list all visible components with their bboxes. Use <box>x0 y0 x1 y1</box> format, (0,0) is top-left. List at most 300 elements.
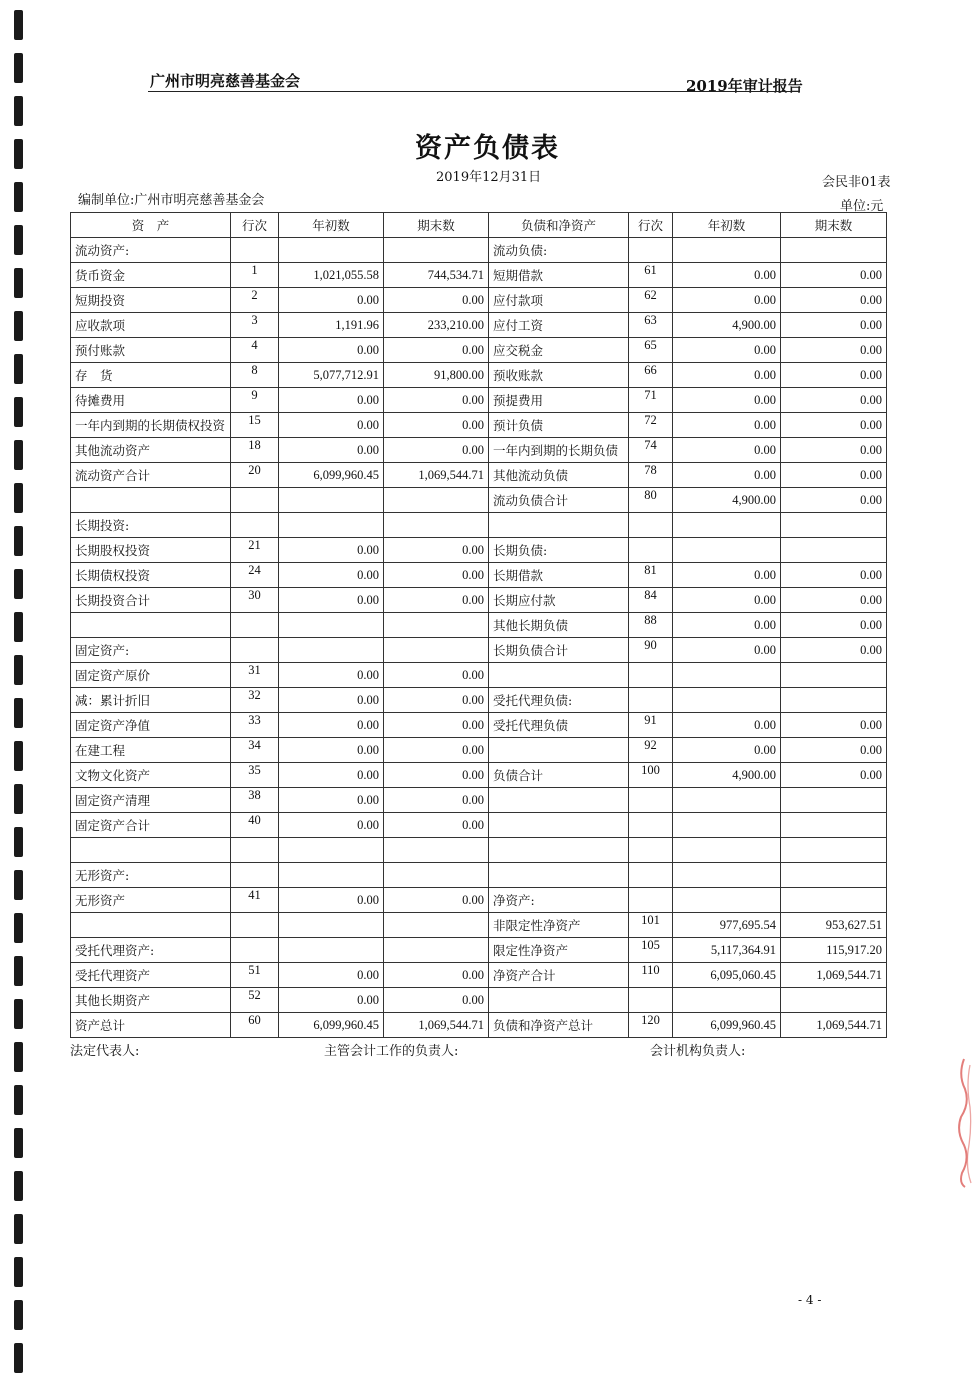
liability-begin-cell <box>673 663 781 688</box>
liability-label-cell: 长期负债: <box>489 538 629 563</box>
liability-line-cell: 100 <box>629 763 673 788</box>
asset-begin-cell: 0.00 <box>279 388 384 413</box>
asset-label-cell: 固定资产净值 <box>71 713 231 738</box>
liability-line-cell <box>629 663 673 688</box>
asset-line-cell: 32 <box>231 688 279 713</box>
asset-begin-cell: 0.00 <box>279 788 384 813</box>
asset-label-cell: 应收款项 <box>71 313 231 338</box>
asset-line-cell: 3 <box>231 313 279 338</box>
binding-hole <box>14 1343 23 1373</box>
asset-line-cell <box>231 913 279 938</box>
liability-begin-cell: 4,900.00 <box>673 313 781 338</box>
binding-hole <box>14 1085 23 1115</box>
asset-label-cell: 文物文化资产 <box>71 763 231 788</box>
binding-hole <box>14 784 23 814</box>
binding-hole <box>14 741 23 771</box>
binding-hole <box>14 1042 23 1072</box>
liability-label-cell: 净资产合计 <box>489 963 629 988</box>
table-row <box>71 488 887 513</box>
binding-hole <box>14 354 23 384</box>
liability-end-cell: 953,627.51 <box>781 913 887 938</box>
binding-hole <box>14 1257 23 1287</box>
col-end-2: 期末数 <box>781 213 887 238</box>
liability-label-cell: 长期借款 <box>489 563 629 588</box>
asset-line-cell: 24 <box>231 563 279 588</box>
asset-begin-cell: 0.00 <box>279 763 384 788</box>
table-row <box>71 738 887 763</box>
asset-end-cell <box>384 513 489 538</box>
table-row <box>71 638 887 663</box>
table-row <box>71 663 887 688</box>
liability-label-cell: 净资产: <box>489 888 629 913</box>
liability-label-cell: 流动负债合计 <box>489 488 629 513</box>
table-header-row <box>71 213 887 238</box>
liability-end-cell: 0.00 <box>781 613 887 638</box>
liability-line-cell: 80 <box>629 488 673 513</box>
liability-line-cell: 63 <box>629 313 673 338</box>
asset-end-cell <box>384 913 489 938</box>
binding-hole <box>14 182 23 212</box>
liability-label-cell <box>489 813 629 838</box>
asset-end-cell <box>384 938 489 963</box>
asset-end-cell: 0.00 <box>384 763 489 788</box>
liability-label-cell: 受托代理负债: <box>489 688 629 713</box>
asset-begin-cell <box>279 638 384 663</box>
asset-label-cell: 其他长期资产 <box>71 988 231 1013</box>
liability-line-cell <box>629 688 673 713</box>
asset-end-cell: 0.00 <box>384 438 489 463</box>
liability-line-cell: 84 <box>629 588 673 613</box>
asset-label-cell: 其他流动资产 <box>71 438 231 463</box>
liability-end-cell: 0.00 <box>781 388 887 413</box>
asset-label-cell: 待摊费用 <box>71 388 231 413</box>
liability-label-cell: 预收账款 <box>489 363 629 388</box>
liability-label-cell: 预提费用 <box>489 388 629 413</box>
liability-begin-cell: 6,099,960.45 <box>673 1013 781 1038</box>
liability-line-cell: 88 <box>629 613 673 638</box>
asset-label-cell: 长期债权投资 <box>71 563 231 588</box>
liability-line-cell <box>629 538 673 563</box>
asset-begin-cell <box>279 488 384 513</box>
liability-begin-cell: 5,117,364.91 <box>673 938 781 963</box>
liability-line-cell: 92 <box>629 738 673 763</box>
col-begin: 年初数 <box>279 213 384 238</box>
liability-begin-cell <box>673 238 781 263</box>
asset-end-cell: 0.00 <box>384 588 489 613</box>
document-title: 资产负债表 <box>415 133 560 164</box>
asset-line-cell <box>231 838 279 863</box>
asset-end-cell <box>384 488 489 513</box>
asset-end-cell: 0.00 <box>384 563 489 588</box>
binding-hole <box>14 440 23 470</box>
binding-hole <box>14 569 23 599</box>
liability-end-cell <box>781 513 887 538</box>
table-row <box>71 963 887 988</box>
asset-label-cell: 资产总计 <box>71 1013 231 1038</box>
binding-hole <box>14 1171 23 1201</box>
liability-begin-cell: 0.00 <box>673 438 781 463</box>
asset-begin-cell <box>279 838 384 863</box>
asset-line-cell: 20 <box>231 463 279 488</box>
liability-end-cell: 0.00 <box>781 638 887 663</box>
asset-begin-cell: 0.00 <box>279 413 384 438</box>
asset-end-cell: 0.00 <box>384 388 489 413</box>
table-row <box>71 388 887 413</box>
liability-line-cell: 90 <box>629 638 673 663</box>
asset-line-cell: 8 <box>231 363 279 388</box>
liability-begin-cell: 0.00 <box>673 288 781 313</box>
asset-begin-cell <box>279 238 384 263</box>
asset-end-cell: 0.00 <box>384 663 489 688</box>
liability-label-cell: 负债和净资产总计 <box>489 1013 629 1038</box>
asset-line-cell <box>231 638 279 663</box>
table-row <box>71 763 887 788</box>
liability-line-cell: 71 <box>629 388 673 413</box>
asset-end-cell: 0.00 <box>384 538 489 563</box>
liability-end-cell <box>781 788 887 813</box>
asset-begin-cell: 0.00 <box>279 738 384 763</box>
accounting-head-label: 主管会计工作的负责人: <box>324 1044 459 1059</box>
asset-begin-cell <box>279 938 384 963</box>
liability-label-cell: 预计负债 <box>489 413 629 438</box>
asset-end-cell: 744,534.71 <box>384 263 489 288</box>
liability-line-cell <box>629 888 673 913</box>
balance-sheet-table <box>70 212 887 1038</box>
asset-label-cell: 无形资产 <box>71 888 231 913</box>
binding-hole <box>14 913 23 943</box>
asset-label-cell: 受托代理资产 <box>71 963 231 988</box>
binding-holes <box>0 0 40 1385</box>
asset-label-cell: 受托代理资产: <box>71 938 231 963</box>
liability-begin-cell <box>673 788 781 813</box>
liability-line-cell: 78 <box>629 463 673 488</box>
asset-label-cell: 长期投资: <box>71 513 231 538</box>
liability-begin-cell: 0.00 <box>673 563 781 588</box>
asset-begin-cell <box>279 863 384 888</box>
asset-begin-cell: 0.00 <box>279 663 384 688</box>
liability-end-cell: 0.00 <box>781 363 887 388</box>
liability-end-cell <box>781 238 887 263</box>
table-row <box>71 813 887 838</box>
asset-line-cell: 21 <box>231 538 279 563</box>
table-row <box>71 913 887 938</box>
asset-begin-cell: 0.00 <box>279 338 384 363</box>
asset-begin-cell: 5,077,712.91 <box>279 363 384 388</box>
asset-end-cell <box>384 638 489 663</box>
liability-begin-cell <box>673 513 781 538</box>
liability-label-cell: 其他流动负债 <box>489 463 629 488</box>
asset-begin-cell: 0.00 <box>279 588 384 613</box>
liability-end-cell: 0.00 <box>781 488 887 513</box>
liability-begin-cell: 0.00 <box>673 463 781 488</box>
asset-label-cell: 预付账款 <box>71 338 231 363</box>
liability-end-cell <box>781 688 887 713</box>
binding-hole <box>14 225 23 255</box>
table-row <box>71 788 887 813</box>
liability-begin-cell <box>673 838 781 863</box>
liability-end-cell <box>781 538 887 563</box>
asset-end-cell: 0.00 <box>384 738 489 763</box>
liability-label-cell: 非限定性净资产 <box>489 913 629 938</box>
liability-line-cell: 62 <box>629 288 673 313</box>
binding-hole <box>14 1300 23 1330</box>
liability-label-cell <box>489 838 629 863</box>
asset-line-cell: 18 <box>231 438 279 463</box>
table-row <box>71 988 887 1013</box>
liability-label-cell: 一年内到期的长期负债 <box>489 438 629 463</box>
liability-begin-cell: 0.00 <box>673 613 781 638</box>
asset-end-cell <box>384 863 489 888</box>
asset-begin-cell: 0.00 <box>279 288 384 313</box>
liability-line-cell: 81 <box>629 563 673 588</box>
binding-hole <box>14 268 23 298</box>
asset-line-cell <box>231 488 279 513</box>
asset-end-cell: 0.00 <box>384 413 489 438</box>
col-liabilities: 负债和净资产 <box>489 213 629 238</box>
asset-end-cell <box>384 613 489 638</box>
legal-representative-label: 法定代表人: <box>70 1044 140 1059</box>
col-begin-2: 年初数 <box>673 213 781 238</box>
asset-end-cell <box>384 838 489 863</box>
report-date: 2019年12月31日 <box>436 170 542 185</box>
liability-begin-cell: 4,900.00 <box>673 488 781 513</box>
binding-hole <box>14 483 23 513</box>
binding-hole <box>14 1128 23 1158</box>
binding-hole <box>14 1214 23 1244</box>
asset-line-cell: 2 <box>231 288 279 313</box>
table-row <box>71 613 887 638</box>
asset-line-cell: 30 <box>231 588 279 613</box>
asset-label-cell: 在建工程 <box>71 738 231 763</box>
asset-end-cell: 0.00 <box>384 888 489 913</box>
asset-line-cell <box>231 513 279 538</box>
asset-end-cell: 0.00 <box>384 963 489 988</box>
liability-line-cell: 72 <box>629 413 673 438</box>
accounting-dept-head-label: 会计机构负责人: <box>650 1044 746 1059</box>
asset-label-cell: 流动资产合计 <box>71 463 231 488</box>
liability-label-cell: 短期借款 <box>489 263 629 288</box>
asset-end-cell: 91,800.00 <box>384 363 489 388</box>
liability-label-cell <box>489 513 629 538</box>
table-row <box>71 1013 887 1038</box>
col-asset: 资 产 <box>71 213 231 238</box>
table-row <box>71 413 887 438</box>
asset-line-cell: 33 <box>231 713 279 738</box>
header-report-name: 2019年审计报告 <box>686 77 803 95</box>
col-end: 期末数 <box>384 213 489 238</box>
asset-begin-cell: 0.00 <box>279 963 384 988</box>
liability-begin-cell: 0.00 <box>673 263 781 288</box>
binding-hole <box>14 655 23 685</box>
asset-end-cell: 233,210.00 <box>384 313 489 338</box>
col-line-2: 行次 <box>629 213 673 238</box>
table-row <box>71 263 887 288</box>
liability-label-cell <box>489 663 629 688</box>
liability-end-cell: 1,069,544.71 <box>781 1013 887 1038</box>
liability-end-cell: 0.00 <box>781 463 887 488</box>
asset-begin-cell: 0.00 <box>279 563 384 588</box>
asset-line-cell: 15 <box>231 413 279 438</box>
asset-end-cell: 0.00 <box>384 988 489 1013</box>
asset-line-cell: 38 <box>231 788 279 813</box>
asset-begin-cell: 6,099,960.45 <box>279 1013 384 1038</box>
liability-line-cell: 65 <box>629 338 673 363</box>
asset-end-cell: 1,069,544.71 <box>384 463 489 488</box>
liability-label-cell: 其他长期负债 <box>489 613 629 638</box>
liability-begin-cell: 0.00 <box>673 713 781 738</box>
asset-label-cell: 减：累计折旧 <box>71 688 231 713</box>
table-row <box>71 838 887 863</box>
binding-hole <box>14 827 23 857</box>
binding-hole <box>14 397 23 427</box>
liability-begin-cell <box>673 863 781 888</box>
table-row <box>71 863 887 888</box>
liability-end-cell <box>781 888 887 913</box>
asset-begin-cell: 1,191.96 <box>279 313 384 338</box>
liability-end-cell <box>781 838 887 863</box>
asset-end-cell: 0.00 <box>384 713 489 738</box>
liability-end-cell <box>781 988 887 1013</box>
liability-begin-cell <box>673 688 781 713</box>
liability-begin-cell: 0.00 <box>673 638 781 663</box>
liability-begin-cell: 977,695.54 <box>673 913 781 938</box>
liability-end-cell: 0.00 <box>781 438 887 463</box>
binding-hole <box>14 956 23 986</box>
liability-end-cell: 0.00 <box>781 338 887 363</box>
asset-begin-cell: 0.00 <box>279 988 384 1013</box>
binding-hole <box>14 53 23 83</box>
liability-begin-cell <box>673 538 781 563</box>
liability-end-cell: 0.00 <box>781 563 887 588</box>
liability-label-cell: 应交税金 <box>489 338 629 363</box>
asset-begin-cell: 0.00 <box>279 813 384 838</box>
table-row <box>71 463 887 488</box>
asset-label-cell: 固定资产合计 <box>71 813 231 838</box>
currency-unit: 单位:元 <box>840 199 884 214</box>
asset-label-cell: 一年内到期的长期债权投资 <box>71 413 231 438</box>
table-row <box>71 238 887 263</box>
red-seal-stamp <box>950 1055 976 1190</box>
asset-begin-cell: 0.00 <box>279 438 384 463</box>
asset-line-cell: 34 <box>231 738 279 763</box>
liability-end-cell: 0.00 <box>781 288 887 313</box>
preparing-organization: 编制单位:广州市明亮慈善基金会 <box>78 193 265 208</box>
liability-begin-cell: 0.00 <box>673 738 781 763</box>
liability-line-cell <box>629 838 673 863</box>
liability-end-cell <box>781 863 887 888</box>
liability-line-cell: 74 <box>629 438 673 463</box>
asset-label-cell: 长期投资合计 <box>71 588 231 613</box>
asset-line-cell <box>231 938 279 963</box>
binding-hole <box>14 870 23 900</box>
asset-end-cell: 0.00 <box>384 288 489 313</box>
liability-line-cell: 91 <box>629 713 673 738</box>
binding-hole <box>14 96 23 126</box>
liability-label-cell <box>489 863 629 888</box>
table-row <box>71 938 887 963</box>
asset-end-cell: 1,069,544.71 <box>384 1013 489 1038</box>
asset-label-cell <box>71 838 231 863</box>
asset-line-cell: 40 <box>231 813 279 838</box>
asset-line-cell: 51 <box>231 963 279 988</box>
asset-begin-cell: 0.00 <box>279 888 384 913</box>
asset-label-cell: 短期投资 <box>71 288 231 313</box>
asset-line-cell: 60 <box>231 1013 279 1038</box>
table-row <box>71 313 887 338</box>
liability-label-cell: 受托代理负债 <box>489 713 629 738</box>
liability-end-cell: 115,917.20 <box>781 938 887 963</box>
asset-end-cell: 0.00 <box>384 813 489 838</box>
liability-label-cell <box>489 738 629 763</box>
asset-line-cell <box>231 863 279 888</box>
asset-label-cell: 流动资产: <box>71 238 231 263</box>
liability-line-cell <box>629 988 673 1013</box>
liability-end-cell: 0.00 <box>781 313 887 338</box>
liability-label-cell <box>489 788 629 813</box>
binding-hole <box>14 526 23 556</box>
col-line: 行次 <box>231 213 279 238</box>
liability-end-cell <box>781 813 887 838</box>
liability-end-cell: 0.00 <box>781 413 887 438</box>
table-row <box>71 438 887 463</box>
liability-begin-cell: 6,095,060.45 <box>673 963 781 988</box>
asset-begin-cell: 0.00 <box>279 713 384 738</box>
asset-label-cell: 固定资产: <box>71 638 231 663</box>
liability-begin-cell: 0.00 <box>673 588 781 613</box>
table-row <box>71 288 887 313</box>
binding-hole <box>14 10 23 40</box>
liability-begin-cell: 4,900.00 <box>673 763 781 788</box>
asset-begin-cell: 0.00 <box>279 538 384 563</box>
table-row <box>71 338 887 363</box>
table-row <box>71 538 887 563</box>
header-organization: 广州市明亮慈善基金会 <box>150 72 301 90</box>
asset-begin-cell <box>279 613 384 638</box>
liability-begin-cell: 0.00 <box>673 338 781 363</box>
asset-label-cell <box>71 613 231 638</box>
asset-label-cell: 固定资产原价 <box>71 663 231 688</box>
liability-begin-cell <box>673 988 781 1013</box>
asset-begin-cell <box>279 913 384 938</box>
liability-line-cell: 61 <box>629 263 673 288</box>
asset-line-cell: 4 <box>231 338 279 363</box>
liability-label-cell <box>489 988 629 1013</box>
liability-label-cell: 长期负债合计 <box>489 638 629 663</box>
asset-line-cell: 52 <box>231 988 279 1013</box>
table-row <box>71 563 887 588</box>
asset-line-cell <box>231 613 279 638</box>
table-row <box>71 588 887 613</box>
asset-begin-cell: 1,021,055.58 <box>279 263 384 288</box>
asset-label-cell: 存 货 <box>71 363 231 388</box>
liability-line-cell <box>629 513 673 538</box>
binding-hole <box>14 698 23 728</box>
binding-hole <box>14 139 23 169</box>
asset-begin-cell: 0.00 <box>279 688 384 713</box>
liability-line-cell <box>629 238 673 263</box>
form-number: 会民非01表 <box>822 175 891 190</box>
liability-end-cell: 0.00 <box>781 738 887 763</box>
liability-label-cell: 负债合计 <box>489 763 629 788</box>
liability-begin-cell: 0.00 <box>673 413 781 438</box>
asset-line-cell: 1 <box>231 263 279 288</box>
asset-line-cell: 31 <box>231 663 279 688</box>
table-row <box>71 688 887 713</box>
liability-line-cell: 101 <box>629 913 673 938</box>
asset-line-cell: 41 <box>231 888 279 913</box>
liability-line-cell <box>629 813 673 838</box>
asset-begin-cell <box>279 513 384 538</box>
